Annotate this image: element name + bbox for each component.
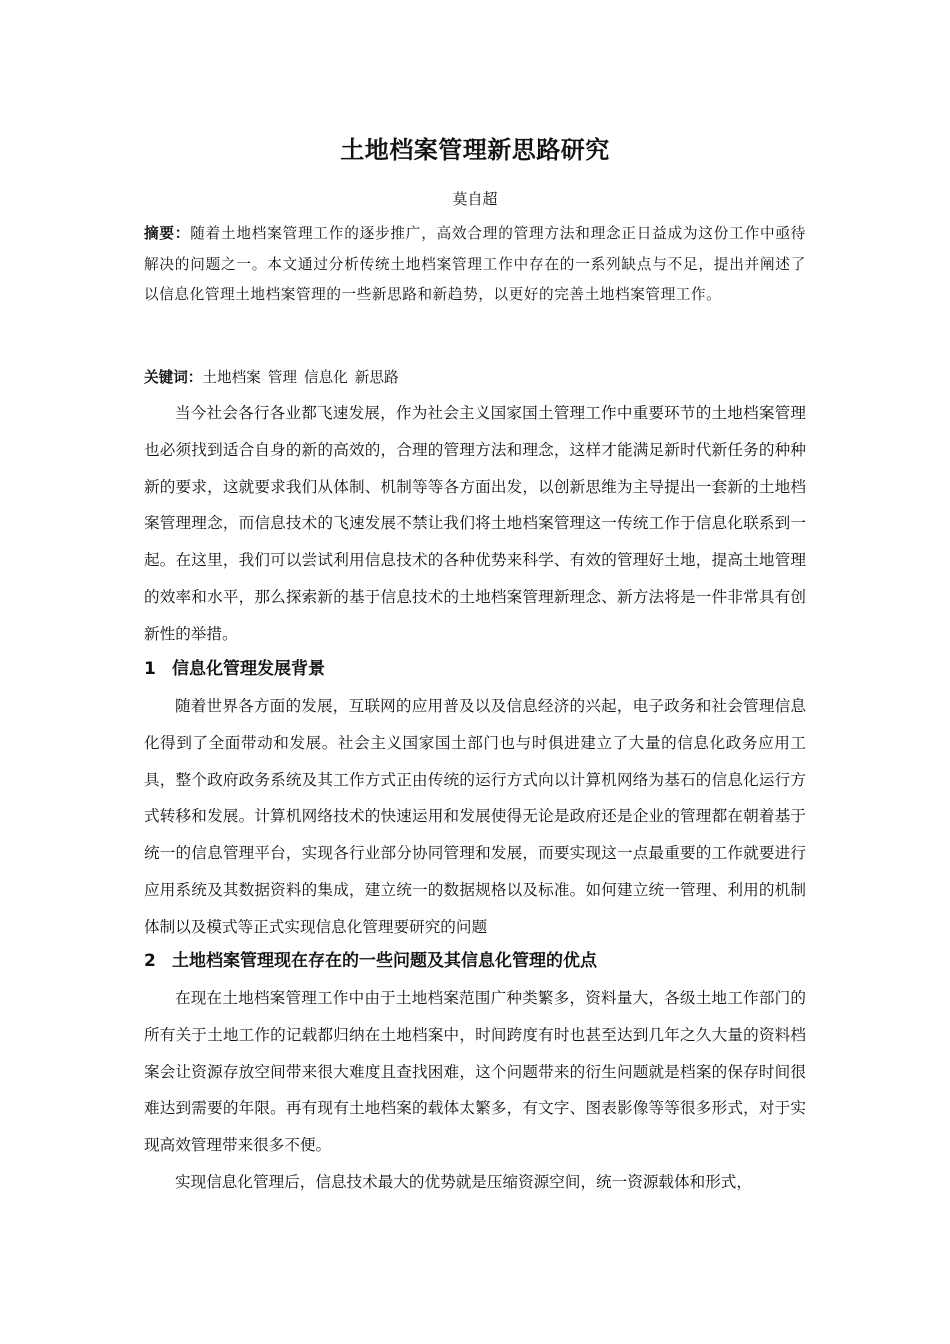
section-2-paragraph-2: 实现信息化管理后，信息技术最大的优势就是压缩资源空间，统一资源载体和形式， xyxy=(175,1173,752,1191)
abstract-label: 摘要： xyxy=(144,225,191,242)
section-title: 土地档案管理现在存在的一些问题及其信息化管理的优点 xyxy=(172,951,597,971)
section-2-heading xyxy=(144,947,806,975)
abstract-text: 随着土地档案管理工作的逐步推广，高效合理的管理方法和理念正日益成为这份工作中亟待解决的问题之一。本文通过分析传统土地档案管理工作中存在的一系列缺点与不足，提出并阐述了以信息化管理土地档案管理的一些新思路和新趋势，以更好的完善土地档案管理工作。 xyxy=(144,225,806,303)
section-title: 信息化管理发展背景 xyxy=(172,659,325,679)
abstract xyxy=(144,219,806,311)
document-title: 土地档案管理新思路研究 xyxy=(340,136,610,164)
section-1-heading xyxy=(144,655,806,683)
section-2-paragraph-1: 在现在土地档案管理工作中由于土地档案范围广种类繁多，资料量大，各级土地工作部门的所有关于土地工作的记载都归纳在土地档案中，时间跨度有时也甚至达到几年之久大量的资料档案会让资源存放空间带来很大难度且查找困难，这个问题带来的衍生问题就是档案的保存时间很难达到需要的年限。再有现有土地档案的载体太繁多，有文字、图表影像等等很多形式，对于实现高效管理带来很多不便。 xyxy=(144,989,806,1155)
author-name: 莫自超 xyxy=(452,190,498,208)
section-number: 2 xyxy=(144,951,156,971)
keyword: 信息化 xyxy=(303,369,348,386)
keyword: 管理 xyxy=(267,369,297,386)
keywords xyxy=(144,364,806,392)
keyword: 新思路 xyxy=(354,369,399,386)
section-1-paragraph: 随着世界各方面的发展，互联网的应用普及以及信息经济的兴起，电子政务和社会管理信息化得到了全面带动和发展。社会主义国家国土部门也与时俱进建立了大量的信息化政务应用工具，整个政府政务系统及其工作方式正由传统的运行方式向以计算机网络为基石的信息化运行方式转移和发展。计算机网络技术的快速运用和发展使得无论是政府还是企业的管理都在朝着基于统一的信息管理平台，实现各行业部分协同管理和发展，而要实现这一点最重要的工作就要进行应用系统及其数据资料的集成，建立统一的数据规格以及标准。如何建立统一管理、利用的机制体制以及模式等正式实现信息化管理要研究的问题 xyxy=(144,697,806,936)
keywords-label: 关键词： xyxy=(144,369,203,386)
intro-paragraph: 当今社会各行各业都飞速发展，作为社会主义国家国土管理工作中重要环节的土地档案管理也必须找到适合自身的新的高效的，合理的管理方法和理念，这样才能满足新时代新任务的种种新的要求，这就要求我们从体制、机制等等各方面出发，以创新思维为主导提出一套新的土地档案管理理念，而信息技术的飞速发展不禁让我们将土地档案管理这一传统工作于信息化联系到一起。在这里，我们可以尝试利用信息技术的各种优势来科学、有效的管理好土地，提高土地管理的效率和水平，那么探索新的基于信息技术的土地档案管理新理念、新方法将是一件非常具有创新性的举措。 xyxy=(144,404,806,643)
keyword: 土地档案 xyxy=(202,369,261,386)
section-number: 1 xyxy=(144,659,156,679)
